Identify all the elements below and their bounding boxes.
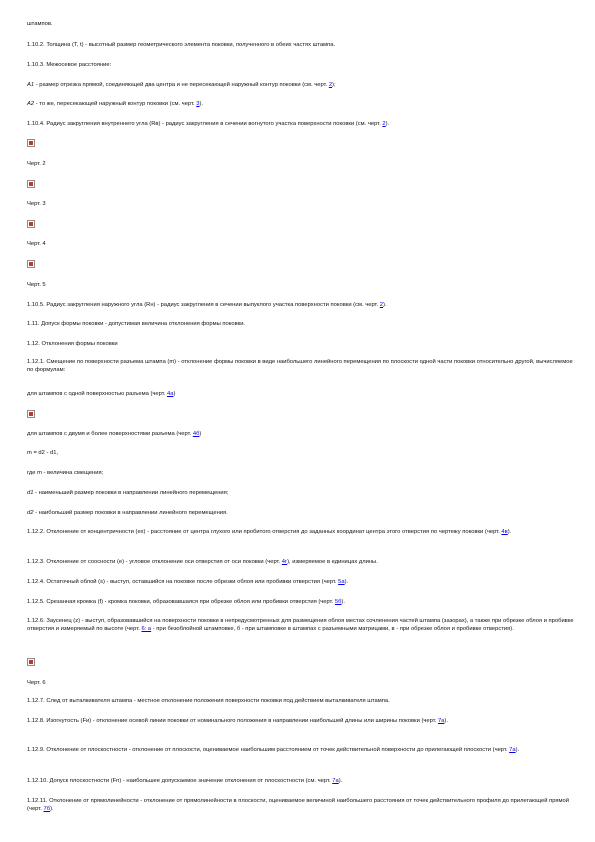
text: - наибольший размер поковки в направлении линейного перемещения. bbox=[33, 510, 228, 516]
paragraph bbox=[27, 777, 575, 785]
figure-link[interactable]: 7б bbox=[43, 806, 51, 812]
paragraph bbox=[27, 100, 575, 108]
paragraph bbox=[27, 617, 575, 633]
broken-image-icon bbox=[27, 658, 35, 666]
text: ); bbox=[332, 82, 336, 88]
paragraph bbox=[27, 717, 575, 725]
figure-link[interactable]: 4г bbox=[281, 559, 288, 565]
figure-link[interactable]: 5б bbox=[334, 599, 342, 605]
paragraph bbox=[27, 430, 575, 438]
broken-image-icon bbox=[27, 180, 35, 188]
paragraph bbox=[27, 489, 575, 497]
text: 1.12.8. Изогнутость (Fи) - отклонение осевой линии поковки от номинального положения в направлении наибольшей длины или ширины поковки (черт. bbox=[27, 718, 438, 724]
figure-link[interactable]: 4б bbox=[192, 431, 200, 437]
text: 1.12.2. Отклонение от концентричности (ex) - расстояние от центра глухого или пробитого отверстия до заданных координат центра этого отверстия по чертежу поковки (черт. bbox=[27, 529, 502, 535]
paragraph: 1.12. Отклонения формы поковки bbox=[27, 341, 118, 347]
text: ), измеряемое в единицах длины. bbox=[287, 559, 378, 565]
text: ). bbox=[341, 599, 345, 605]
paragraph bbox=[27, 390, 575, 398]
paragraph: 1.10.2. Толщина (Т, t) - высотный размер геометрического элемента поковки, полученного в обеих частях штампа. bbox=[27, 42, 336, 48]
symbol: d1 bbox=[27, 490, 34, 496]
figure-caption: Черт. 6 bbox=[27, 680, 46, 686]
paragraph bbox=[27, 120, 575, 128]
paragraph: 1.12.7. След от выталкивателя штампа - местное отклонение положения поверхности поковки под действием выталкивателя штампа. bbox=[27, 698, 390, 704]
figure-link[interactable]: 7а bbox=[437, 718, 445, 724]
paragraph: 1.12.1. Смещение по поверхности разъема штампа (m) - отклонение формы поковки в виде наибольшего линейного перемещения по плоскости одной части поковки относительно другой, вычисляемое по формулам: bbox=[27, 359, 573, 373]
paragraph bbox=[27, 528, 575, 536]
paragraph bbox=[27, 558, 575, 566]
text: 1.10.5. Радиус закругления наружного угла (Rн) - радиус закругления в сечении выпуклого участка поверхности поковки (см. черт. bbox=[27, 302, 380, 308]
text: 1.12.10. Допуск плоскостности (Fп) - наибольшее допускаемое значение отклонения от плоскостности (см. черт. bbox=[27, 778, 333, 784]
text: 1.12.6. Заусенец (z) - выступ, образовавшийся на поверхности поковки в непредусмотренных для размещения облоя местах сочленения частей штампа (зазорах), а также при обрезке облоя и пробивке отверстия и измеряемый по высоте (черт. bbox=[27, 618, 574, 632]
paragraph bbox=[27, 578, 575, 586]
figure-caption: Черт. 2 bbox=[27, 161, 46, 167]
text: ) bbox=[199, 431, 202, 437]
text: - то же, пересекающей наружный контур поковки (см. черт. bbox=[34, 101, 197, 107]
paragraph bbox=[27, 746, 575, 754]
text: ). bbox=[338, 778, 343, 784]
text: для штампов с одной поверхностью разъема (черт. bbox=[27, 391, 167, 397]
text: для штампов с двумя и более поверхностями разъема (черт. bbox=[27, 431, 193, 437]
figure-caption: Черт. 5 bbox=[27, 282, 46, 288]
figure-link[interactable]: 3 bbox=[196, 101, 200, 107]
paragraph: 1.10.3. Межосевое расстояние: bbox=[27, 62, 112, 68]
text: ). bbox=[344, 579, 349, 585]
text: ). bbox=[444, 718, 448, 724]
figure-link[interactable]: 4а bbox=[166, 391, 174, 397]
text: - при безоблойной штамповке, б - при штамповке в штампах с разъемными матрицами, в - при обрезке облоя и пробивке отверстия). bbox=[151, 626, 514, 632]
figure-link[interactable]: 6: а bbox=[141, 626, 152, 632]
text: ). bbox=[515, 747, 520, 753]
broken-image-icon bbox=[27, 220, 35, 228]
broken-image-icon bbox=[27, 139, 35, 147]
figure-link[interactable]: 7а bbox=[509, 747, 516, 753]
text: - размер отрезка прямой, соединяющей два центра и не пересекающей наружный контур поковки (см. черт. bbox=[34, 82, 329, 88]
paragraph bbox=[27, 797, 575, 813]
text: ). bbox=[199, 101, 204, 107]
paragraph: где m - величина смещения; bbox=[27, 470, 104, 476]
paragraph bbox=[27, 598, 575, 606]
broken-image-icon bbox=[27, 260, 35, 268]
text: 1.10.4. Радиус закругления внутреннего угла (Rв) - радиус закругления в сечении вогнутого участка поверхности поковки (см. черт. bbox=[27, 121, 383, 127]
text: ). bbox=[385, 121, 390, 127]
figure-link[interactable]: 7а bbox=[332, 778, 339, 784]
text: ). bbox=[50, 806, 54, 812]
figure-link[interactable]: 4в bbox=[501, 529, 508, 535]
formula: m = d2 - d1, bbox=[27, 450, 59, 456]
text: ). bbox=[507, 529, 512, 535]
text: 1.12.3. Отклонение от соосности (e) - угловое отклонение оси отверстия от оси поковки (черт. bbox=[27, 559, 282, 565]
broken-image-icon bbox=[27, 410, 35, 418]
figure-link[interactable]: 5а bbox=[338, 579, 345, 585]
figure-link[interactable]: 2 bbox=[379, 302, 384, 308]
paragraph bbox=[27, 81, 575, 89]
paragraph bbox=[27, 509, 575, 517]
text: 1.12.5. Срезанная кромка (f) - кромка поковки, образовавшаяся при обрезке облоя или пробивки отверстия (черт. bbox=[27, 599, 335, 605]
symbol: А1 bbox=[27, 82, 35, 88]
text: 1.12.9. Отклонение от плоскостности - отклонение от плоскости, оцениваемое наибольшим расстоянием от точек действительной поверхности до прилегающей плоскости (черт. bbox=[27, 747, 510, 753]
text: - наименьший размер поковки в направлении линейного перемещения; bbox=[33, 490, 229, 496]
figure-link[interactable]: 2 bbox=[382, 121, 386, 127]
figure-link[interactable]: 2 bbox=[328, 82, 333, 88]
text: ). bbox=[383, 302, 387, 308]
figure-caption: Черт. 3 bbox=[27, 201, 46, 207]
text: 1.12.4. Остаточный облой (s) - выступ, оставшийся на поковке после обрезки облоя или пробивки отверстия (черт. bbox=[27, 579, 339, 585]
text: ) bbox=[173, 391, 176, 397]
figure-caption: Черт. 4 bbox=[27, 241, 46, 247]
paragraph: штампов. bbox=[27, 21, 53, 27]
paragraph: 1.11. Допуск формы поковки - допустимая величина отклонения формы поковки. bbox=[27, 321, 246, 327]
text: 1.12.11. Отклонение от прямолинейности - отклонение от прямолинейности в плоскости, оцениваемое величиной наибольшего расстояния от точек действительного профиля до прилегающей прямой (черт. bbox=[27, 798, 569, 812]
symbol: А2 bbox=[27, 101, 35, 107]
symbol: d2 bbox=[27, 510, 34, 516]
paragraph bbox=[27, 301, 575, 309]
